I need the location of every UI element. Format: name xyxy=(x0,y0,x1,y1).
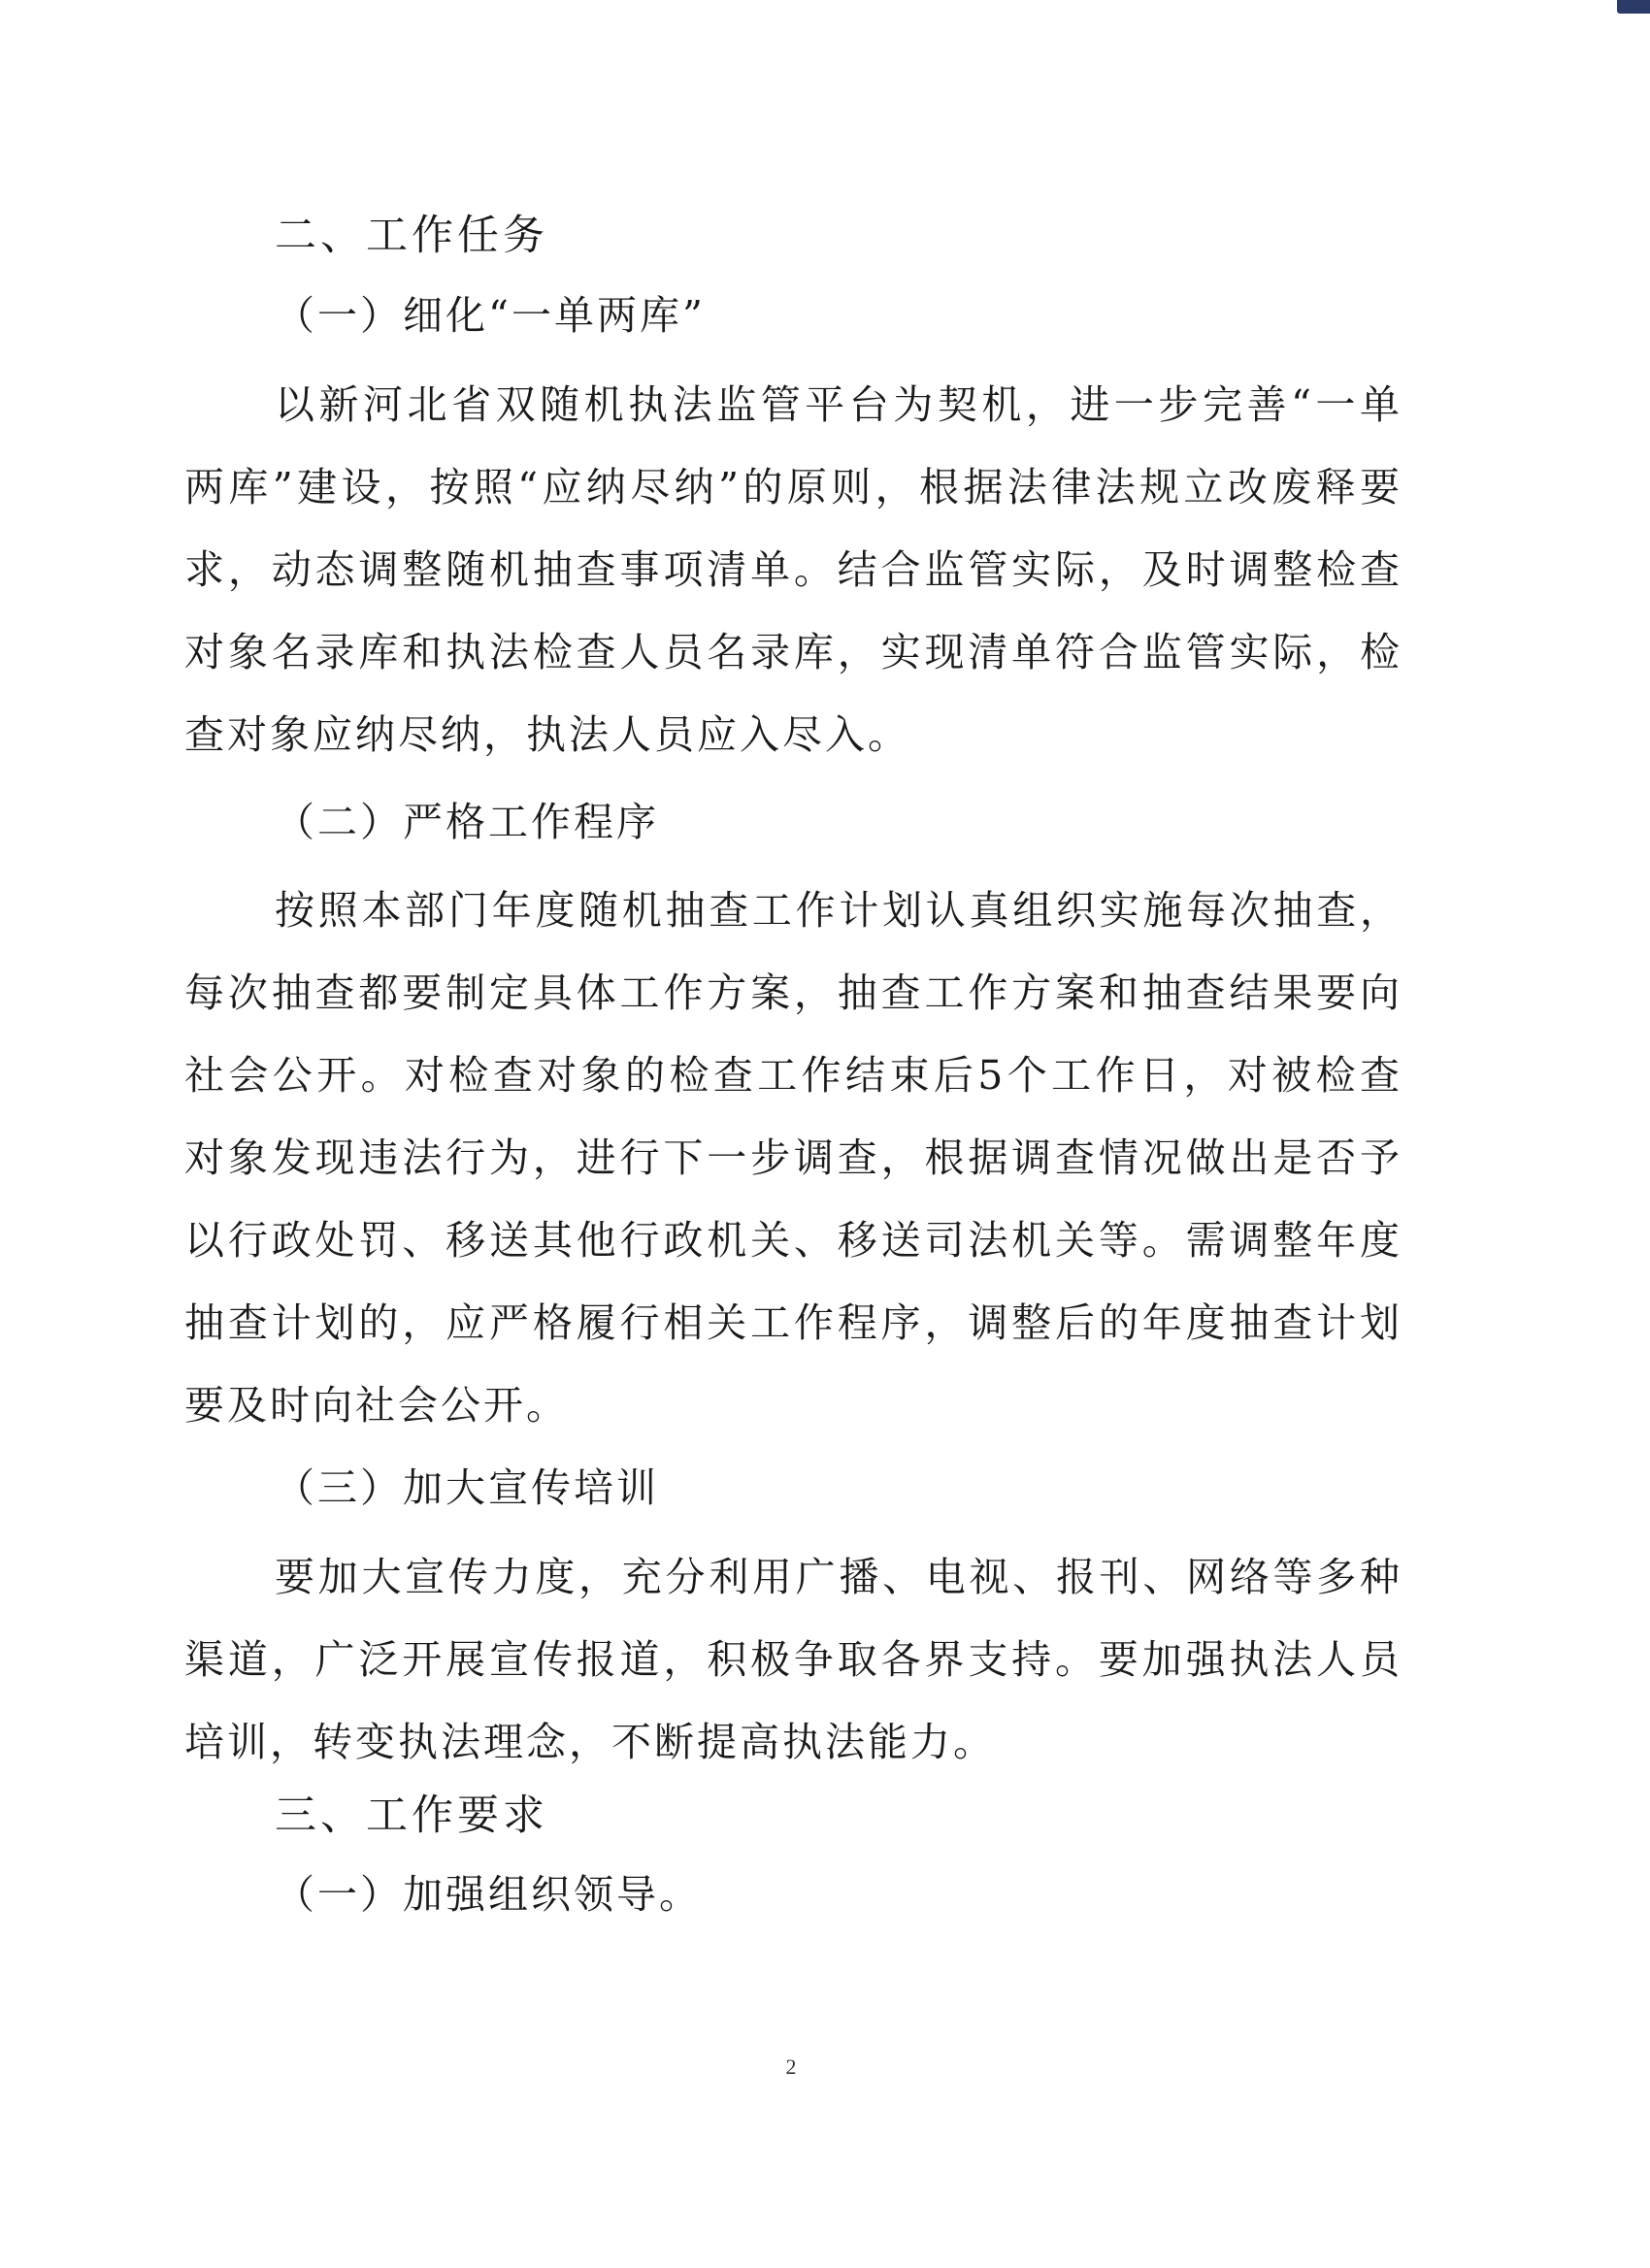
section-heading-work-requirements: 三、工作要求 xyxy=(275,1791,548,1840)
page-number: 2 xyxy=(785,2054,797,2079)
subheading-publicity-training: （三）加大宣传培训 xyxy=(275,1464,659,1511)
paragraph-refine-list: 以新河北省双随机执法监管平台为契机，进一步完善“一单两库”建设，按照“应纳尽纳”的原则，根据法律法规立改废释要求，动态调整随机抽查事项清单。结合监管实际，及时调整检查对象名录库和执法检查人员名录库，实现清单符合监管实际，检查对象应纳尽纳，执法人员应入尽入。 xyxy=(184,381,1402,758)
section-heading-work-tasks: 二、工作任务 xyxy=(275,212,548,260)
subheading-refine-list: （一）细化“一单两库” xyxy=(275,292,706,339)
paragraph-publicity-training: 要加大宣传力度，充分利用广播、电视、报刊、网络等多种渠道，广泛开展宣传报道，积极争取各界支持。要加强执法人员培训，转变执法理念，不断提高执法能力。 xyxy=(184,1554,1402,1765)
paragraph-strict-procedure: 按照本部门年度随机抽查工作计划认真组织实施每次抽查，每次抽查都要制定具体工作方案，抽查工作方案和抽查结果要向社会公开。对检查对象的检查工作结束后5个工作日，对被检查对象发现违法行为，进行下一步调查，根据调查情况做出是否予以行政处罚、移送其他行政机关、移送司法机关等。需调整年度抽查计划的，应严格履行相关工作程序，调整后的年度抽查计划要及时向社会公开。 xyxy=(184,887,1402,1429)
subheading-strict-procedure: （二）严格工作程序 xyxy=(275,799,659,845)
subheading-strengthen-leadership: （一）加强组织领导。 xyxy=(275,1871,702,1918)
